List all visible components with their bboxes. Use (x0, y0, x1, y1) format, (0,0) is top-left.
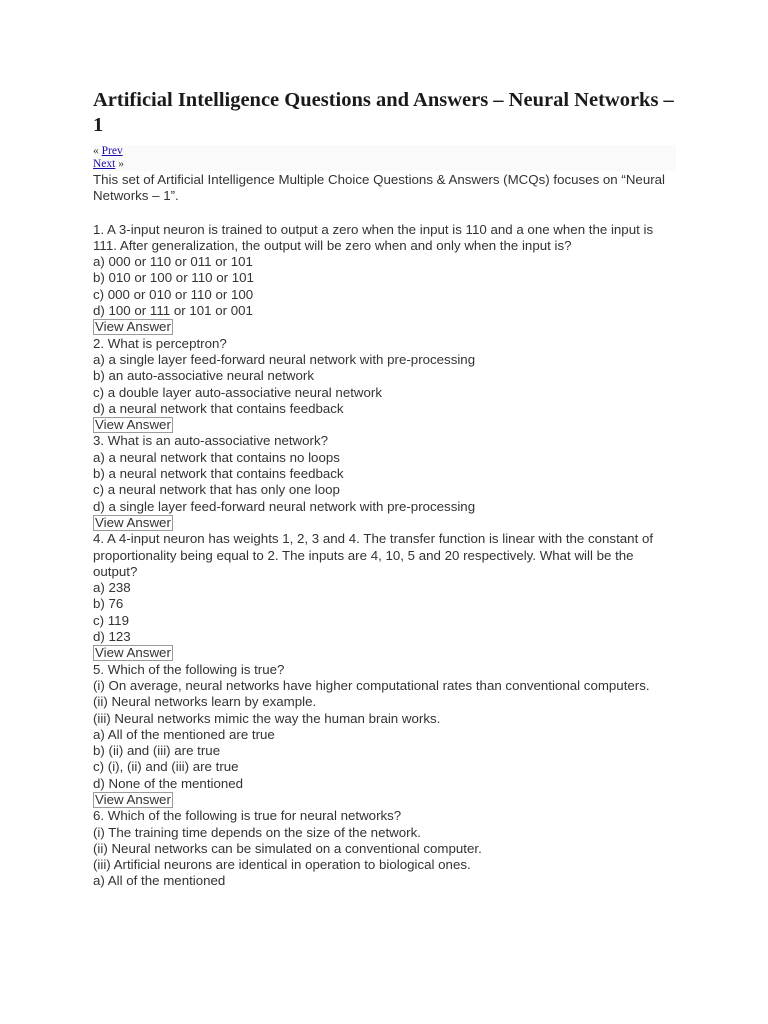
question-text: 2. What is perceptron? (93, 335, 227, 351)
answer-option: d) a single layer feed-forward neural network with pre-processing (93, 498, 476, 514)
answer-option: a) All of the mentioned (93, 873, 226, 889)
answer-option: c) (i), (ii) and (iii) are true (93, 759, 239, 775)
next-link[interactable]: Next (93, 158, 116, 170)
answer-option: b) a neural network that contains feedback (93, 466, 344, 482)
answer-option: a) a single layer feed-forward neural network with pre-processing (93, 351, 476, 367)
question-text: 5. Which of the following is true? (93, 661, 285, 677)
question-list (93, 222, 678, 890)
page-title: Artificial Intelligence Questions and Answers – Neural Networks – 1 (93, 89, 674, 136)
answer-option: d) None of the mentioned (93, 775, 244, 791)
view-answer-button[interactable]: View Answer (95, 514, 171, 530)
prev-next-nav (93, 145, 676, 171)
view-answer-button[interactable]: View Answer (95, 645, 171, 661)
question-block (93, 531, 678, 661)
answer-option: d) 100 or 111 or 101 or 001 (93, 303, 253, 319)
answer-option: a) All of the mentioned are true (93, 726, 275, 742)
view-answer-row (93, 645, 678, 661)
next-suffix: » (115, 158, 124, 170)
question-text: 1. A 3-input neuron is trained to output a zero when the input is 110 and a one when the input is 111. After generalization, the output will be zero when and only when the input is? (93, 221, 654, 253)
question-block (93, 662, 678, 809)
answer-option: b) an auto-associative neural network (93, 368, 314, 384)
question-block (93, 433, 678, 531)
article (93, 88, 678, 890)
question-text: 3. What is an auto-associative network? (93, 433, 329, 449)
question-block (93, 222, 678, 336)
answer-option: d) a neural network that contains feedback (93, 400, 344, 416)
answer-option: b) (ii) and (iii) are true (93, 743, 221, 759)
answer-option: d) 123 (93, 629, 131, 645)
question-statement: (iii) Neural networks mimic the way the human brain works. (93, 710, 441, 726)
view-answer-row (93, 417, 678, 433)
question-statement: (iii) Artificial neurons are identical in operation to biological ones. (93, 857, 471, 873)
question-statement: (ii) Neural networks learn by example. (93, 694, 317, 710)
question-text: 4. A 4-input neuron has weights 1, 2, 3 and 4. The transfer function is linear with the constant of proportionality being equal to 2. The inputs are 4, 10, 5 and 20 respectively. What will be the output? (93, 531, 654, 579)
prev-prefix: « (93, 145, 102, 157)
answer-option: a) 238 (93, 580, 131, 596)
question-statement: (i) On average, neural networks have higher computational rates than conventional computers. (93, 677, 650, 693)
intro-paragraph: This set of Artificial Intelligence Multiple Choice Questions & Answers (MCQs) focuses on “Neural Networks – 1”. (93, 172, 665, 204)
answer-option: c) a double layer auto-associative neural network (93, 384, 382, 400)
question-statement: (i) The training time depends on the size of the network. (93, 824, 421, 840)
question-statement: (ii) Neural networks can be simulated on a conventional computer. (93, 840, 482, 856)
view-answer-row (93, 515, 678, 531)
answer-option: c) 119 (93, 612, 129, 628)
view-answer-button[interactable]: View Answer (95, 417, 171, 433)
view-answer-button[interactable]: View Answer (95, 791, 171, 807)
question-block (93, 808, 678, 889)
question-text: 6. Which of the following is true for neural networks? (93, 808, 402, 824)
answer-option: b) 010 or 100 or 110 or 101 (93, 270, 254, 286)
answer-option: c) a neural network that has only one loop (93, 482, 340, 498)
answer-option: b) 76 (93, 596, 124, 612)
question-block (93, 336, 678, 434)
view-answer-button[interactable]: View Answer (95, 319, 171, 335)
answer-option: c) 000 or 010 or 110 or 100 (93, 286, 254, 302)
view-answer-row (93, 792, 678, 808)
prev-link[interactable]: Prev (101, 145, 123, 157)
view-answer-row (93, 319, 678, 335)
answer-option: a) 000 or 110 or 011 or 101 (93, 254, 253, 270)
answer-option: a) a neural network that contains no loops (93, 449, 340, 465)
